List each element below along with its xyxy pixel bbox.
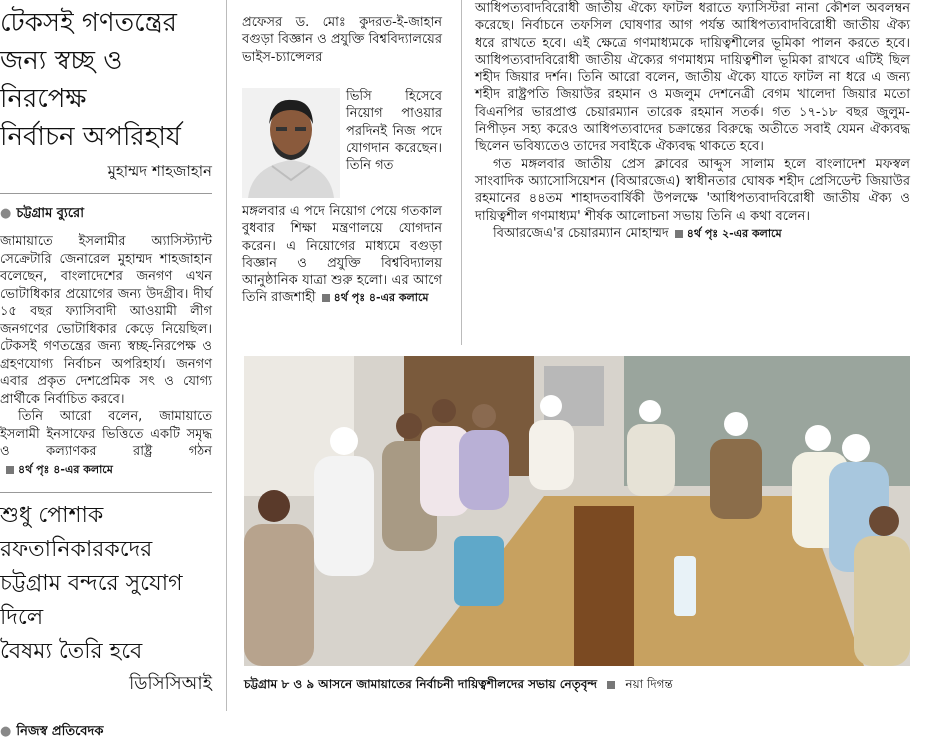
photo-caption: চট্টগ্রাম ৮ ও ৯ আসনে জামায়াতের নির্বাচনী দায়িত্বশীলদের সভায় নেতৃবৃন্দ নয়া দিগন্ত xyxy=(244,677,673,691)
author-byline: মুহাম্মদ শাহজাহান xyxy=(107,162,212,180)
paragraph: বিআরজেএ'র চেয়ারম্যান মোহাম্মদ ৪র্থ পৃঃ ২-এর কলামে xyxy=(493,225,782,241)
bureau-label: ● চট্টগ্রাম ব্যুরো xyxy=(0,206,84,221)
continued-link[interactable]: ৪র্থ পৃঃ ৪-এর কলামে xyxy=(322,291,429,304)
divider xyxy=(0,193,212,194)
portrait-photo xyxy=(242,88,340,198)
square-icon xyxy=(322,294,330,302)
middle-column xyxy=(242,0,442,345)
article-body xyxy=(475,0,910,242)
reporter-label: ● নিজস্ব প্রতিবেদক xyxy=(0,724,104,739)
meeting-photo xyxy=(244,356,910,666)
square-icon xyxy=(6,466,14,474)
divider xyxy=(0,492,212,493)
paragraph: জামায়াতে ইসলামীর অ্যাসিস্ট্যান্ট সেক্রেটারি জেনারেল মুহাম্মদ শাহজাহান বলেছেন, বাংলাদেশের জনগণ এখন ভোটাধিকার প্রয়োগের জন্য উদগ্রীব। দীর্ঘ ১৫ বছর ফ্যাসিবাদী আওয়ামী লীগ জনগণের ভোটাধিকার কেড়ে নিয়েছিল। টেকসই গণতন্ত্রের জন্য স্বচ্ছ-নিরপেক্ষ ও গ্রহণযোগ্য নির্বাচন অপরিহার্য। জনগণ এবার প্রকৃত দেশপ্রেমিক সৎ ও যোগ্য প্রার্থীকে নির্বাচিত করবে। xyxy=(0,234,212,407)
bullet-icon: ● xyxy=(0,724,12,739)
continued-link[interactable]: ৪র্থ পৃঃ ৪-এর কলামে xyxy=(6,463,113,476)
column-rule xyxy=(461,0,462,345)
headline-2: শুধু পোশাক রফতানিকারকদের চট্টগ্রাম বন্দরে সুযোগ দিলে বৈষম্য তৈরি হবে xyxy=(0,503,183,664)
column-rule xyxy=(226,0,227,711)
person-portrait xyxy=(242,88,340,198)
meeting-scene xyxy=(244,356,910,666)
paragraph: আধিপত্যবাদবিরোধী জাতীয় ঐক্যে ফাটল ধরাতে ফ্যাসিস্টরা নানা কৌশল অবলম্বন করেছে। নির্বাচনে তফসিল ঘোষণার আগ পর্যন্ত আধিপত্যবাদবিরোধী জাতীয় ঐক্য ধরে রাখতে হবে। এই ক্ষেত্রে গণমাধ্যমকে দায়িত্বশীলের ভূমিকা পালন করতে হবে। আধিপত্যবাদবিরোধী জাতীয় ঐক্যের গণমাধ্যম দায়িত্বশীল ভূমিকা রাখবে এটিই ছিল শহীদ জিয়ার দর্শন। তিনি আরো বলেন, জাতীয় ঐক্যে যাতে ফাটল না ধরে এ জন্য শহীদ রাষ্ট্রপতি জিয়াউর রহমান ও মজলুম দেশনেত্রী বেগম খালেদা জিয়ার মতো বিএনপির ভারপ্রাপ্ত চেয়ারম্যান তারেক রহমান সতর্ক। গত ১৭-১৮ বছর জুলুম-নিপীড়ন সহ্য করেও আধিপত্যবাদের চক্রান্তের বিরুদ্ধে অতীতে সবাই যেমন ঐক্যবদ্ধ ছিলেন ভবিষ্যতেও তাদের সবাইকে ঐক্যবদ্ধ থাকতে হবে। xyxy=(475,1,910,155)
photo-source: নয়া দিগন্ত xyxy=(625,677,673,691)
paragraph: তিনি আরো বলেন, জামায়াতে ইসলামী ইনসাফের ভিত্তিতে একটি সমৃদ্ধ ও কল্যাণকর রাষ্ট্র গঠন৪র্থ পৃঃ ৪-এর কলামে xyxy=(0,409,212,476)
square-icon xyxy=(675,230,683,238)
continued-link[interactable]: ৪র্থ পৃঃ ২-এর কলামে xyxy=(675,227,782,240)
article-body xyxy=(0,233,212,478)
paragraph: গত মঙ্গলবার জাতীয় প্রেস ক্লাবের আব্দুস সালাম হলে বাংলাদেশ মফস্বল সাংবাদিক অ্যাসোসিয়েশন (বিআরজেএ) স্বাধীনতার ঘোষক শহীদ প্রেসিডেন্ট জিয়াউর রহমানের ৪৪তম শাহাদতবার্ষিকী উপলক্ষে 'আধিপত্যবাদবিরোধী জাতীয় ঐক্য ও দায়িত্বশীল গণমাধ্যম' শীর্ষক আলোচনা সভায় তিনি এ কথা বলেন। xyxy=(475,156,910,224)
wrapped-text: ভিসি হিসেবে নিয়োগ পাওয়ার পরদিনই নিজ পদে যোগদান করেছেন। তিনি গত xyxy=(346,89,442,174)
bullet-icon: ● xyxy=(0,206,12,221)
left-column xyxy=(0,0,212,739)
article-body: মঙ্গলবার এ পদে নিয়োগ পেয়ে গতকাল বুধবার শিক্ষা মন্ত্রণালয়ে যোগদান করেন। এ নিয়োগের মাধ্যমে বগুড়া বিজ্ঞান ও প্রযুক্তি বিশ্ববিদ্যালয় আনুষ্ঠানিক যাত্রা শুরু হলো। এর আগে তিনি রাজশাহী ৪র্থ পৃঃ ৪-এর কলামে xyxy=(242,204,442,306)
article-intro: প্রফেসর ড. মোঃ কুদরত-ই-জাহান বগুড়া বিজ্ঞান ও প্রযুক্তি বিশ্ববিদ্যালয়ের ভাইস-চ্যান্সেলর xyxy=(242,15,442,65)
right-column xyxy=(475,0,910,345)
square-icon xyxy=(607,681,615,689)
author-byline-2: ডিসিসিআই xyxy=(129,673,212,694)
headline: টেকসই গণতন্ত্রের জন্য স্বচ্ছ ও নিরপেক্ষ নির্বাচন অপরিহার্য xyxy=(0,8,181,152)
